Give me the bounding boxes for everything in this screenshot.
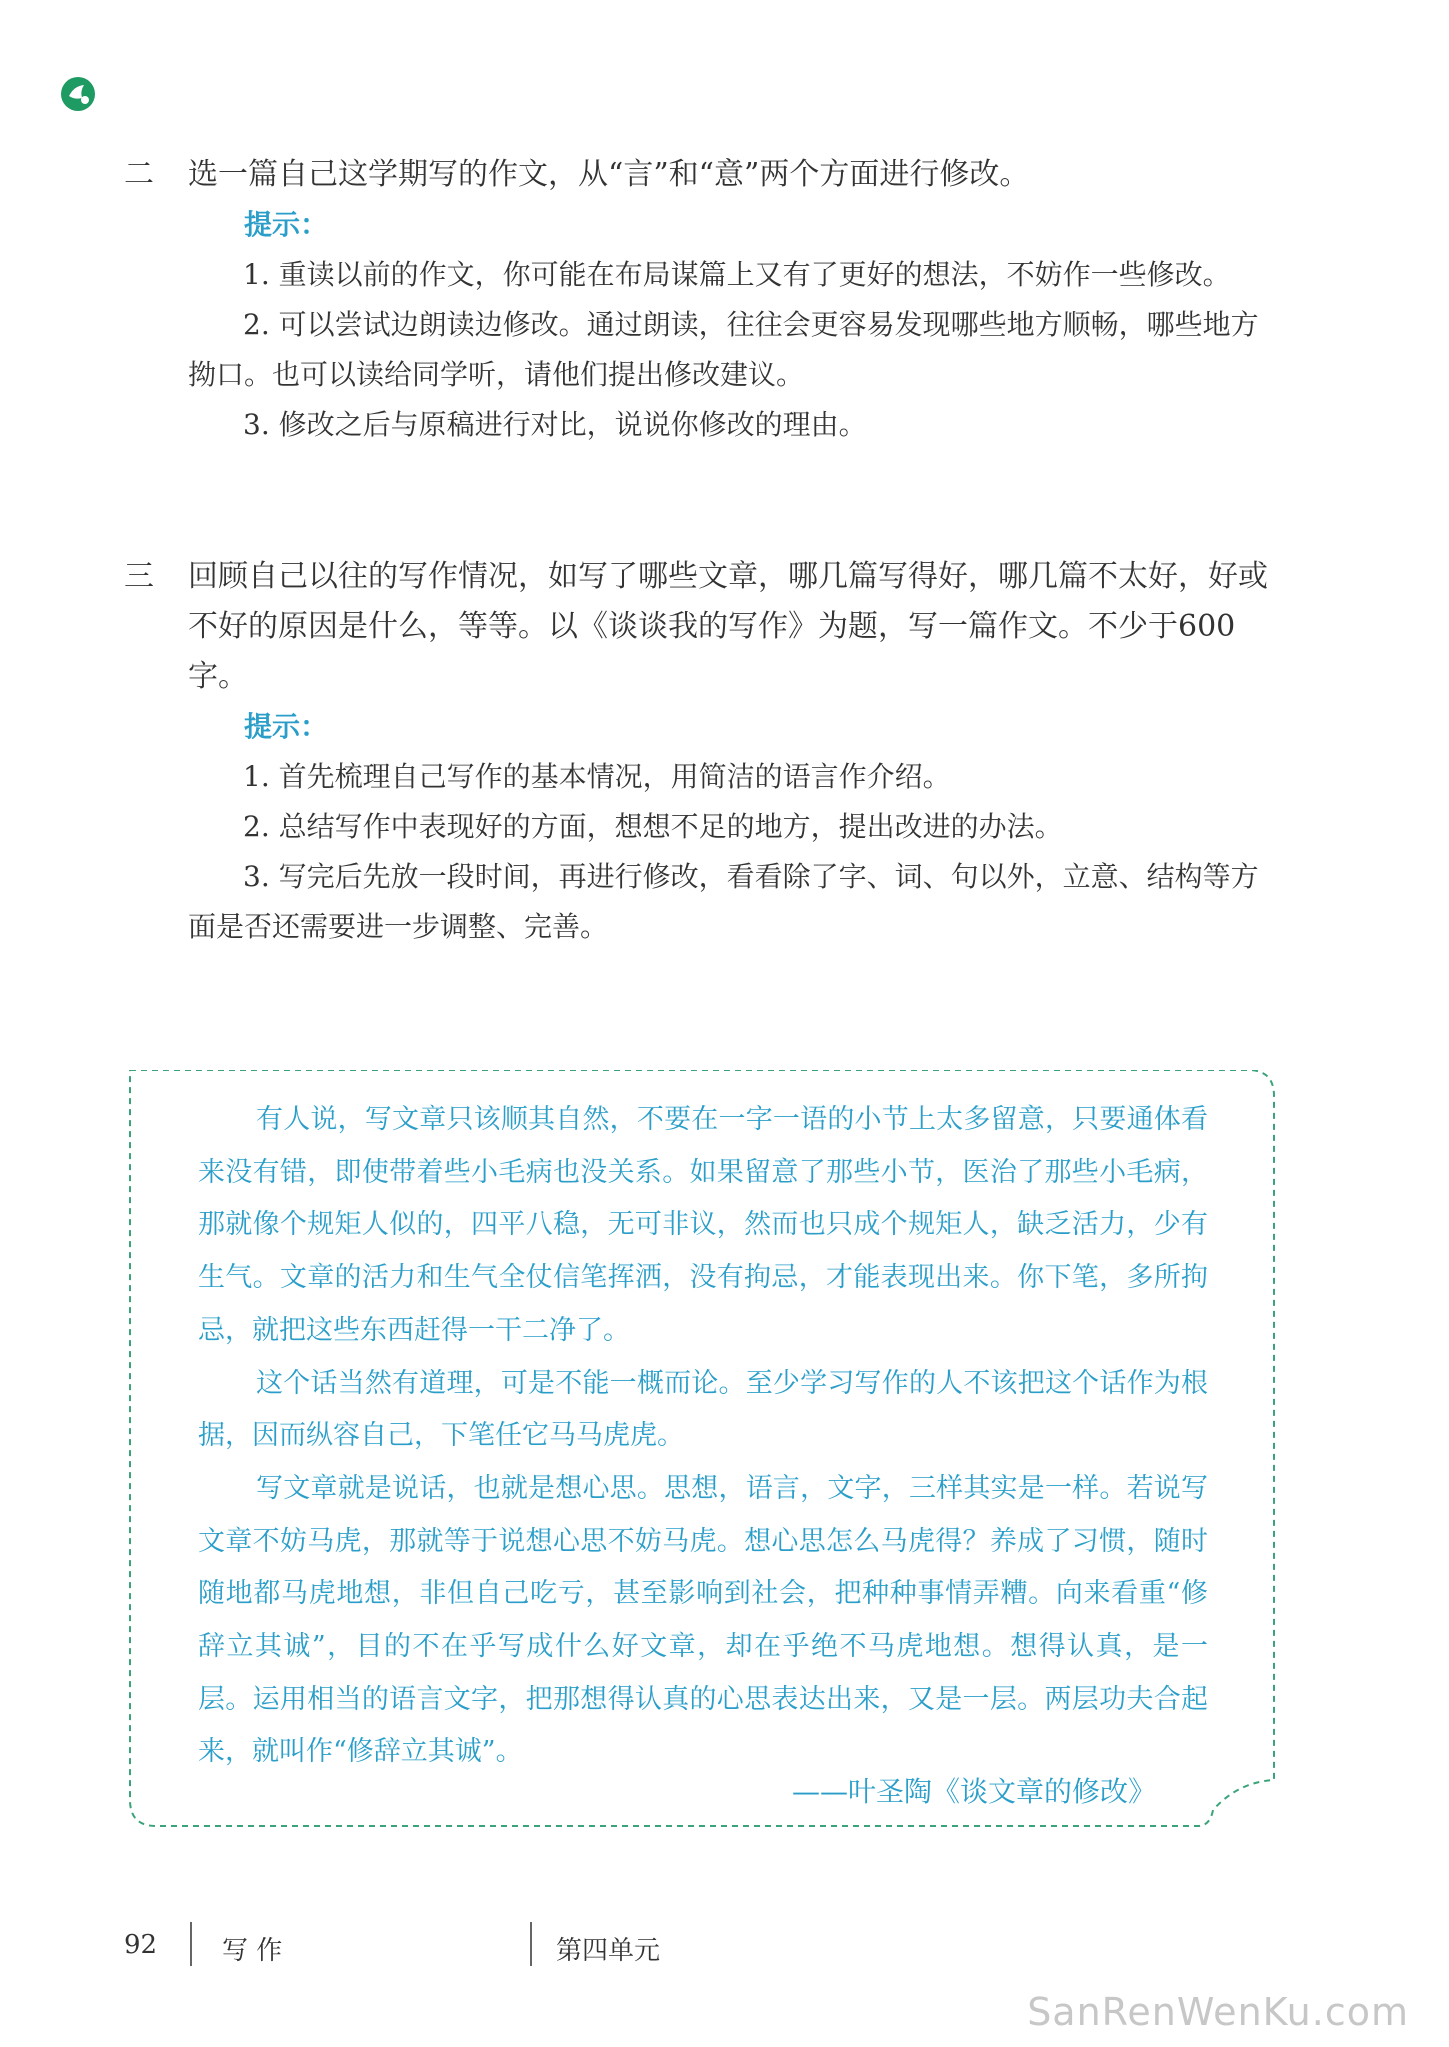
hint-item: 1. 首先梳理自己写作的基本情况，用简洁的语言作介绍。 [243, 760, 951, 793]
hint-item: 2. 总结写作中表现好的方面，想想不足的地方，提出改进的办法。 [243, 810, 1063, 843]
question-number: 二 [124, 157, 154, 192]
footer-divider [190, 1922, 192, 1966]
hint-item: 2. 可以尝试边朗读边修改。通过朗读，往往会更容易发现哪些地方顺畅，哪些地方拗口。也可以读给同学听，请他们提出修改建议。 [188, 308, 1259, 391]
hint-item: 1. 重读以前的作文，你可能在布局谋篇上又有了更好的想法，不妨作一些修改。 [243, 258, 1231, 291]
watermark: SanRenWenKu.com [1027, 1990, 1409, 2034]
footer-unit: 第四单元 [556, 1936, 661, 1966]
hint-label: 提示： [244, 710, 329, 743]
question-number: 三 [124, 559, 154, 594]
question-text: 回顾自己以往的写作情况，如写了哪些文章，哪几篇写得好，哪几篇不太好，好或不好的原因是什么，等等。以《谈谈我的写作》为题，写一篇作文。不少于600字。 [188, 559, 1268, 694]
question-text: 选一篇自己这学期写的作文，从“言”和“意”两个方面进行修改。 [188, 157, 1030, 192]
question-3 [124, 552, 1274, 952]
excerpt-paragraph: 这个话当然有道理，可是不能一概而论。至少学习写作的人不该把这个话作为根据，因而纵容自己，下笔任它马马虎虎。 [198, 1367, 1208, 1452]
excerpt-text [198, 1094, 1208, 1779]
footer-section: 写 作 [222, 1936, 283, 1966]
excerpt-paragraph: 写文章就是说话，也就是想心思。思想，语言，文字，三样其实是一样。若说写文章不妨马虎，那就等于说想心思不妨马虎。想心思怎么马虎得？养成了习惯，随时随地都马虎地想，非但自己吃亏，甚至影响到社会，把种种事情弄糟。向来看重“修辞立其诚”，目的不在乎写成什么好文章，却在乎绝不马虎地想。想得认真，是一层。运用相当的语言文字，把那想得认真的心思表达出来，又是一层。两层功夫合起来，就叫作“修辞立其诚”。 [198, 1472, 1208, 1768]
hint-item: 3. 写完后先放一段时间，再进行修改，看看除了字、词、句以外，立意、结构等方面是否还需要进一步调整、完善。 [188, 860, 1259, 943]
hint-item: 3. 修改之后与原稿进行对比，说说你修改的理由。 [243, 408, 867, 441]
question-2 [124, 150, 1274, 450]
excerpt-attribution: ——叶圣陶《谈文章的修改》 [791, 1775, 1156, 1808]
hint-label: 提示： [244, 208, 329, 241]
textbook-logo-icon [60, 76, 96, 112]
excerpt-paragraph: 有人说，写文章只该顺其自然，不要在一字一语的小节上太多留意，只要通体看来没有错，即使带着些小毛病也没关系。如果留意了那些小节，医治了那些小毛病，那就像个规矩人似的，四平八稳，无可非议，然而也只成个规矩人，缺乏活力，少有生气。文章的活力和生气全仗信笔挥洒，没有拘忌，才能表现出来。你下笔，多所拘忌，就把这些东西赶得一干二净了。 [198, 1104, 1208, 1346]
footer-divider [530, 1922, 532, 1966]
page-number: 92 [124, 1930, 158, 1960]
excerpt-box [128, 1070, 1276, 1828]
